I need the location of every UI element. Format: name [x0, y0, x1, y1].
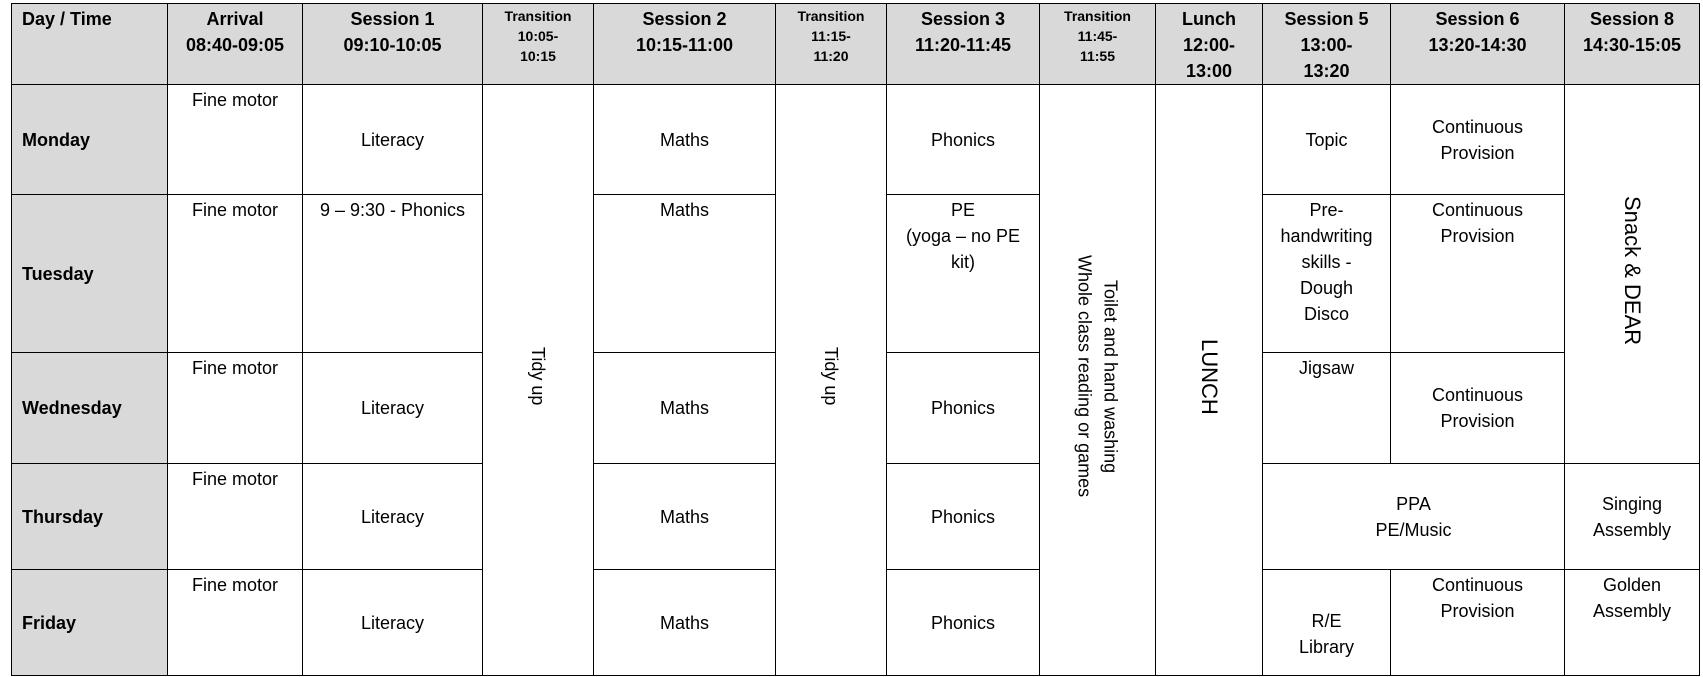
header-row [12, 4, 1700, 85]
cell-wednesday-session-5: Jigsaw [1263, 353, 1391, 464]
cell-wednesday-session-6: Continuous Provision [1391, 353, 1565, 464]
header-transition-3: Transition 11:45- 11:55 [1040, 4, 1156, 85]
cell-transition-2-block [776, 85, 887, 676]
cell-monday-session-2: Maths [594, 85, 776, 195]
cell-wednesday-arrival: Fine motor [168, 353, 303, 464]
day-label-wednesday: Wednesday [12, 353, 168, 464]
lunch-text: LUNCH [1197, 338, 1222, 415]
cell-friday-session-8: Golden Assembly [1565, 570, 1700, 676]
cell-thursday-session-1: Literacy [303, 464, 483, 570]
cell-friday-session-6: Continuous Provision [1391, 570, 1565, 676]
session-8-block-text: Snack & DEAR [1620, 195, 1645, 346]
row-monday [12, 85, 1700, 195]
header-session-2: Session 2 10:15-11:00 [594, 4, 776, 85]
header-session-5: Session 5 13:00- 13:20 [1263, 4, 1391, 85]
cell-wednesday-session-2: Maths [594, 353, 776, 464]
cell-monday-session-6: Continuous Provision [1391, 85, 1565, 195]
timetable [11, 3, 1700, 676]
cell-tuesday-session-1: 9 – 9:30 - Phonics [303, 195, 483, 353]
header-arrival: Arrival 08:40-09:05 [168, 4, 303, 85]
transition-1-text: Tidy up [528, 347, 548, 406]
header-session-1: Session 1 09:10-10:05 [303, 4, 483, 85]
cell-session-8-block [1565, 85, 1700, 464]
day-label-monday: Monday [12, 85, 168, 195]
cell-monday-session-5: Topic [1263, 85, 1391, 195]
cell-tuesday-session-2: Maths [594, 195, 776, 353]
header-transition-2: Transition 11:15- 11:20 [776, 4, 887, 85]
cell-transition-3-block [1040, 85, 1156, 676]
cell-monday-session-3: Phonics [887, 85, 1040, 195]
day-label-tuesday: Tuesday [12, 195, 168, 353]
cell-friday-session-1: Literacy [303, 570, 483, 676]
cell-transition-1-block [483, 85, 594, 676]
header-session-6: Session 6 13:20-14:30 [1391, 4, 1565, 85]
cell-thursday-arrival: Fine motor [168, 464, 303, 570]
transition-3-text: Toilet and hand washing Whole class reading or games [1074, 255, 1121, 498]
cell-friday-arrival: Fine motor [168, 570, 303, 676]
cell-thursday-session-5-6: PPA PE/Music [1263, 464, 1565, 570]
cell-tuesday-session-3: PE (yoga – no PE kit) [887, 195, 1040, 353]
day-label-thursday: Thursday [12, 464, 168, 570]
cell-thursday-session-8: Singing Assembly [1565, 464, 1700, 570]
header-session-8: Session 8 14:30-15:05 [1565, 4, 1700, 85]
day-label-friday: Friday [12, 570, 168, 676]
header-lunch: Lunch 12:00- 13:00 [1156, 4, 1263, 85]
cell-tuesday-session-6: Continuous Provision [1391, 195, 1565, 353]
cell-friday-session-3: Phonics [887, 570, 1040, 676]
cell-wednesday-session-3: Phonics [887, 353, 1040, 464]
cell-thursday-session-2: Maths [594, 464, 776, 570]
cell-monday-session-1: Literacy [303, 85, 483, 195]
cell-friday-session-2: Maths [594, 570, 776, 676]
header-day-time: Day / Time [12, 4, 168, 85]
cell-wednesday-session-1: Literacy [303, 353, 483, 464]
cell-tuesday-arrival: Fine motor [168, 195, 303, 353]
header-transition-1: Transition 10:05- 10:15 [483, 4, 594, 85]
transition-2-text: Tidy up [821, 347, 841, 406]
cell-thursday-session-3: Phonics [887, 464, 1040, 570]
cell-friday-session-5: R/E Library [1263, 570, 1391, 676]
cell-lunch-block [1156, 85, 1263, 676]
cell-tuesday-session-5: Pre- handwriting skills - Dough Disco [1263, 195, 1391, 353]
cell-monday-arrival: Fine motor [168, 85, 303, 195]
header-session-3: Session 3 11:20-11:45 [887, 4, 1040, 85]
